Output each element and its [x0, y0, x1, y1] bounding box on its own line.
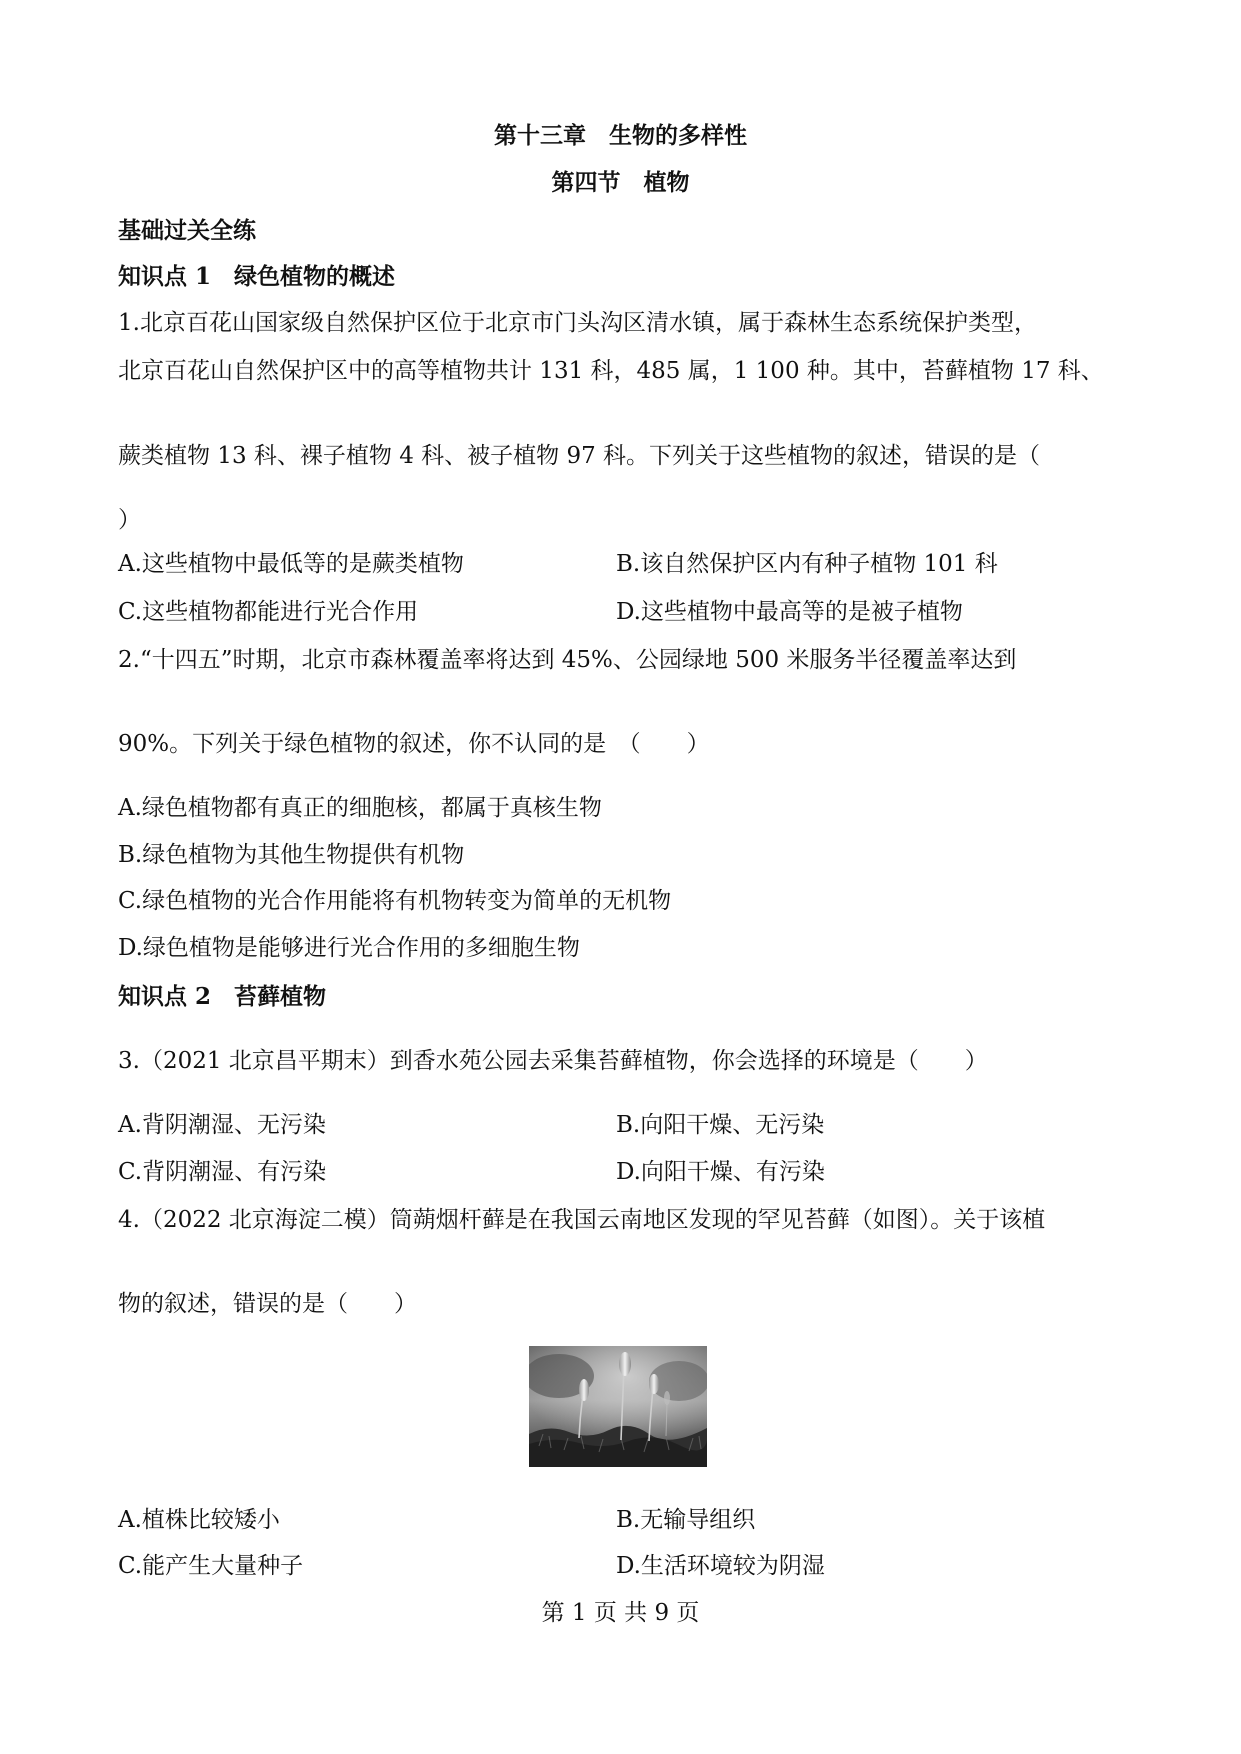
q2-option-b: B.绿色植物为其他生物提供有机物	[118, 842, 465, 868]
moss-photo-drawing	[529, 1346, 707, 1467]
q3-option-b: B.向阳干燥、无污染	[616, 1112, 825, 1138]
q4-option-d: D.生活环境较为阴湿	[616, 1553, 825, 1579]
chapter-title: 第十三章 生物的多样性	[494, 122, 747, 149]
q2-option-c: C.绿色植物的光合作用能将有机物转变为简单的无机物	[118, 888, 672, 914]
q2-option-d: D.绿色植物是能够进行光合作用的多细胞生物	[118, 935, 580, 961]
q4-line-1: 4.（2022 北京海淀二模）筒蒴烟杆藓是在我国云南地区发现的罕见苔藓（如图）。关于该植	[118, 1207, 1046, 1233]
q2-line-2: 90%。下列关于绿色植物的叙述，你不认同的是 （ ）	[118, 731, 710, 757]
q3-line-1: 3.（2021 北京昌平期末）到香水苑公园去采集苔藓植物，你会选择的环境是（ ）	[118, 1048, 988, 1074]
q2-option-a: A.绿色植物都有真正的细胞核，都属于真核生物	[118, 795, 602, 821]
q1-line-1: 1.北京百花山国家级自然保护区位于北京市门头沟区清水镇，属于森林生态系统保护类型，	[118, 310, 1037, 336]
q4-line-2: 物的叙述，错误的是（ ）	[118, 1291, 417, 1317]
exercise-title: 基础过关全练	[118, 217, 256, 244]
q1-line-4: ）	[118, 507, 141, 533]
q1-option-b: B.该自然保护区内有种子植物 101 科	[616, 551, 998, 577]
q3-option-d: D.向阳干燥、有污染	[616, 1159, 825, 1185]
q4-option-c: C.能产生大量种子	[118, 1553, 304, 1579]
knowledge-point-1-title: 知识点 1 绿色植物的概述	[118, 263, 396, 290]
q1-option-d: D.这些植物中最高等的是被子植物	[616, 599, 963, 625]
q3-option-a: A.背阴潮湿、无污染	[118, 1112, 326, 1138]
moss-photo	[529, 1346, 707, 1467]
q1-option-c: C.这些植物都能进行光合作用	[118, 599, 419, 625]
q1-option-a: A.这些植物中最低等的是蕨类植物	[118, 551, 464, 577]
section-title: 第四节 植物	[551, 169, 690, 196]
q1-line-3: 蕨类植物 13 科、裸子植物 4 科、被子植物 97 科。下列关于这些植物的叙述，错误的是（	[118, 443, 1041, 469]
q4-option-a: A.植株比较矮小	[118, 1507, 280, 1533]
knowledge-point-2-title: 知识点 2 苔藓植物	[118, 983, 327, 1010]
page-footer: 第 1 页 共 9 页	[541, 1600, 700, 1626]
q2-line-1: 2.“十四五”时期，北京市森林覆盖率将达到 45%、公园绿地 500 米服务半径覆盖率达到	[118, 647, 1017, 673]
q3-option-c: C.背阴潮湿、有污染	[118, 1159, 327, 1185]
q1-line-2: 北京百花山自然保护区中的高等植物共计 131 科，485 属，1 100 种。其中，苔藓植物 17 科、	[118, 358, 1104, 384]
q4-option-b: B.无输导组织	[616, 1507, 756, 1533]
